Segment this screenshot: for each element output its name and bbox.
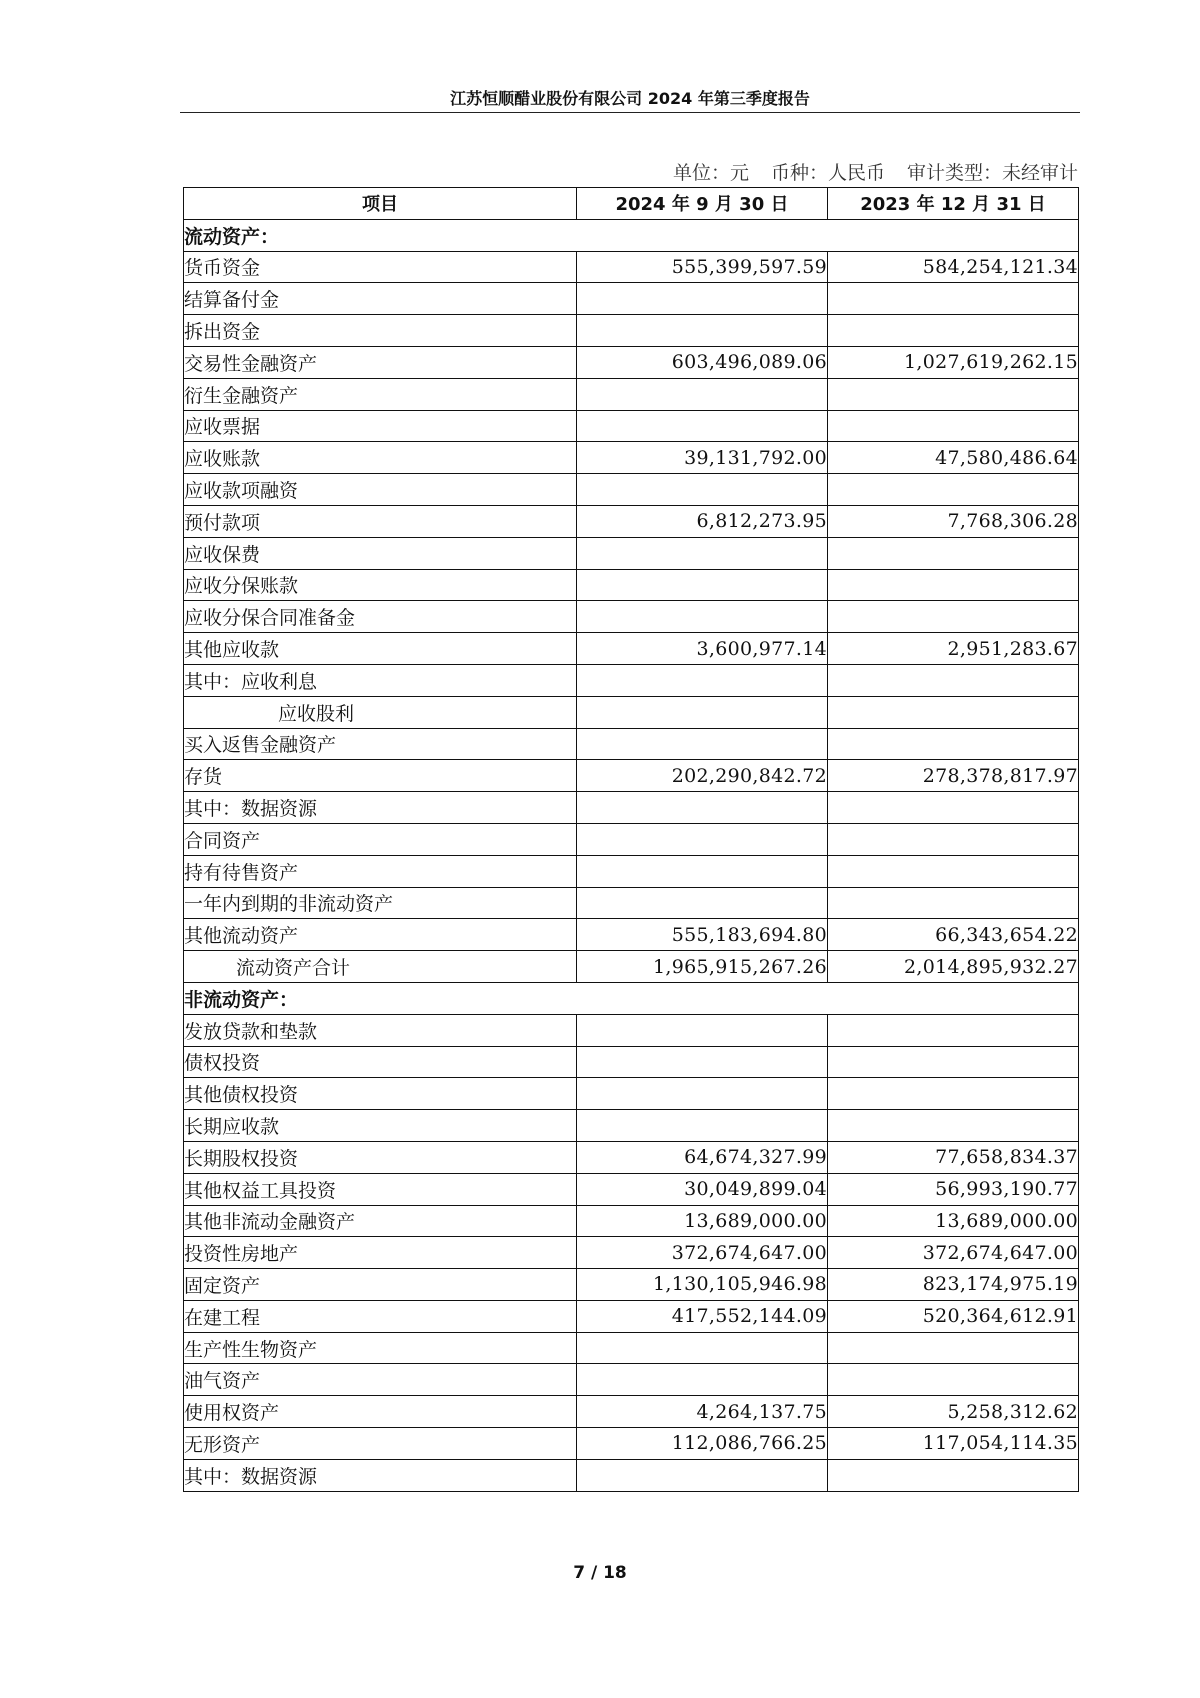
value-prior-period bbox=[828, 410, 1079, 442]
table-row bbox=[184, 696, 1079, 728]
value-prior-period bbox=[828, 283, 1079, 315]
value-current-period: 1,130,105,946.98 bbox=[577, 1269, 828, 1301]
value-current-period: 39,131,792.00 bbox=[577, 442, 828, 474]
row-label: 无形资产 bbox=[184, 1428, 577, 1460]
row-label: 预付款项 bbox=[184, 505, 577, 537]
value-prior-period bbox=[828, 1459, 1079, 1491]
table-row bbox=[184, 410, 1079, 442]
value-prior-period: 5,258,312.62 bbox=[828, 1396, 1079, 1428]
value-prior-period bbox=[828, 474, 1079, 506]
value-current-period: 6,812,273.95 bbox=[577, 505, 828, 537]
value-current-period: 4,264,137.75 bbox=[577, 1396, 828, 1428]
value-prior-period bbox=[828, 569, 1079, 601]
table-row bbox=[184, 855, 1079, 887]
table-row bbox=[184, 633, 1079, 665]
table-row bbox=[184, 1110, 1079, 1142]
table-row bbox=[184, 505, 1079, 537]
table-row bbox=[184, 601, 1079, 633]
column-header-current-period: 2024 年 9 月 30 日 bbox=[577, 188, 828, 220]
value-current-period bbox=[577, 664, 828, 696]
row-label: 存货 bbox=[184, 760, 577, 792]
table-header-row bbox=[184, 188, 1079, 220]
table-row bbox=[184, 919, 1079, 951]
row-label: 结算备付金 bbox=[184, 283, 577, 315]
table-row bbox=[184, 315, 1079, 347]
value-prior-period bbox=[828, 537, 1079, 569]
row-label: 拆出资金 bbox=[184, 315, 577, 347]
value-prior-period bbox=[828, 696, 1079, 728]
value-current-period: 417,552,144.09 bbox=[577, 1300, 828, 1332]
table-row bbox=[184, 951, 1079, 983]
table-meta bbox=[673, 158, 1078, 185]
value-current-period: 202,290,842.72 bbox=[577, 760, 828, 792]
row-label: 其中：数据资源 bbox=[184, 1459, 577, 1491]
row-label: 应收票据 bbox=[184, 410, 577, 442]
value-prior-period bbox=[828, 378, 1079, 410]
header-divider bbox=[180, 112, 1080, 113]
value-prior-period bbox=[828, 855, 1079, 887]
table-row bbox=[184, 1078, 1079, 1110]
row-label: 持有待售资产 bbox=[184, 855, 577, 887]
table-row bbox=[184, 1396, 1079, 1428]
row-label: 油气资产 bbox=[184, 1364, 577, 1396]
value-current-period: 372,674,647.00 bbox=[577, 1237, 828, 1269]
row-label: 固定资产 bbox=[184, 1269, 577, 1301]
value-current-period: 3,600,977.14 bbox=[577, 633, 828, 665]
value-prior-period bbox=[828, 887, 1079, 919]
value-prior-period: 66,343,654.22 bbox=[828, 919, 1079, 951]
value-current-period bbox=[577, 792, 828, 824]
row-label: 应收分保账款 bbox=[184, 569, 577, 601]
value-current-period bbox=[577, 315, 828, 347]
value-current-period bbox=[577, 728, 828, 760]
value-current-period bbox=[577, 569, 828, 601]
section-heading: 非流动资产： bbox=[184, 982, 1079, 1014]
table-row bbox=[184, 728, 1079, 760]
section-heading: 流动资产： bbox=[184, 219, 1079, 251]
report-header-title: 江苏恒顺醋业股份有限公司 2024 年第三季度报告 bbox=[450, 89, 810, 108]
section-row bbox=[184, 219, 1079, 251]
page-number: 7 / 18 bbox=[573, 1563, 627, 1583]
value-prior-period bbox=[828, 1110, 1079, 1142]
value-current-period bbox=[577, 1046, 828, 1078]
table-row bbox=[184, 1205, 1079, 1237]
value-prior-period bbox=[828, 315, 1079, 347]
value-prior-period: 47,580,486.64 bbox=[828, 442, 1079, 474]
table-row bbox=[184, 537, 1079, 569]
value-prior-period bbox=[828, 1046, 1079, 1078]
column-header-prior-period: 2023 年 12 月 31 日 bbox=[828, 188, 1079, 220]
row-label: 长期股权投资 bbox=[184, 1141, 577, 1173]
value-current-period: 555,399,597.59 bbox=[577, 251, 828, 283]
value-prior-period: 823,174,975.19 bbox=[828, 1269, 1079, 1301]
row-label: 其他债权投资 bbox=[184, 1078, 577, 1110]
value-current-period bbox=[577, 1459, 828, 1491]
value-current-period bbox=[577, 1110, 828, 1142]
value-prior-period: 2,014,895,932.27 bbox=[828, 951, 1079, 983]
value-prior-period: 13,689,000.00 bbox=[828, 1205, 1079, 1237]
row-label: 买入返售金融资产 bbox=[184, 728, 577, 760]
row-label: 货币资金 bbox=[184, 251, 577, 283]
row-label: 债权投资 bbox=[184, 1046, 577, 1078]
value-current-period bbox=[577, 474, 828, 506]
table-row bbox=[184, 1332, 1079, 1364]
value-current-period: 603,496,089.06 bbox=[577, 346, 828, 378]
value-prior-period: 117,054,114.35 bbox=[828, 1428, 1079, 1460]
value-prior-period: 278,378,817.97 bbox=[828, 760, 1079, 792]
unit-label: 单位：元 bbox=[672, 162, 749, 184]
value-current-period: 30,049,899.04 bbox=[577, 1173, 828, 1205]
row-label: 长期应收款 bbox=[184, 1110, 577, 1142]
value-prior-period: 2,951,283.67 bbox=[828, 633, 1079, 665]
row-label: 其他权益工具投资 bbox=[184, 1173, 577, 1205]
table-row bbox=[184, 346, 1079, 378]
row-label: 发放贷款和垫款 bbox=[184, 1014, 577, 1046]
value-prior-period bbox=[828, 823, 1079, 855]
table-row bbox=[184, 378, 1079, 410]
table-row bbox=[184, 474, 1079, 506]
value-prior-period: 56,993,190.77 bbox=[828, 1173, 1079, 1205]
value-prior-period bbox=[828, 792, 1079, 824]
value-current-period bbox=[577, 696, 828, 728]
value-prior-period bbox=[828, 601, 1079, 633]
currency-label: 币种：人民币 bbox=[770, 162, 885, 184]
table-row bbox=[184, 1141, 1079, 1173]
row-label: 其他非流动金融资产 bbox=[184, 1205, 577, 1237]
value-current-period: 64,674,327.99 bbox=[577, 1141, 828, 1173]
table-row bbox=[184, 1364, 1079, 1396]
value-prior-period: 7,768,306.28 bbox=[828, 505, 1079, 537]
value-current-period: 112,086,766.25 bbox=[577, 1428, 828, 1460]
table-row bbox=[184, 823, 1079, 855]
value-current-period: 555,183,694.80 bbox=[577, 919, 828, 951]
row-label: 合同资产 bbox=[184, 823, 577, 855]
row-label: 其他应收款 bbox=[184, 633, 577, 665]
row-label: 生产性生物资产 bbox=[184, 1332, 577, 1364]
table-row bbox=[184, 760, 1079, 792]
value-prior-period: 520,364,612.91 bbox=[828, 1300, 1079, 1332]
row-label: 其中：应收利息 bbox=[184, 664, 577, 696]
row-label: 使用权资产 bbox=[184, 1396, 577, 1428]
value-prior-period bbox=[828, 1014, 1079, 1046]
audit-type-label: 审计类型：未经审计 bbox=[906, 162, 1078, 184]
value-prior-period bbox=[828, 664, 1079, 696]
table-row bbox=[184, 1014, 1079, 1046]
row-label: 应收款项融资 bbox=[184, 474, 577, 506]
row-label: 应收分保合同准备金 bbox=[184, 601, 577, 633]
value-current-period bbox=[577, 1332, 828, 1364]
table-row bbox=[184, 664, 1079, 696]
value-prior-period bbox=[828, 728, 1079, 760]
value-prior-period: 584,254,121.34 bbox=[828, 251, 1079, 283]
row-label: 在建工程 bbox=[184, 1300, 577, 1332]
row-label: 应收股利 bbox=[184, 696, 577, 728]
value-current-period bbox=[577, 823, 828, 855]
row-label: 应收账款 bbox=[184, 442, 577, 474]
balance-sheet-table bbox=[183, 187, 1079, 1492]
row-label: 交易性金融资产 bbox=[184, 346, 577, 378]
table-row bbox=[184, 792, 1079, 824]
table-row bbox=[184, 1300, 1079, 1332]
value-prior-period bbox=[828, 1332, 1079, 1364]
table-row bbox=[184, 1173, 1079, 1205]
table-row bbox=[184, 1428, 1079, 1460]
table-row bbox=[184, 251, 1079, 283]
value-current-period bbox=[577, 601, 828, 633]
value-current-period bbox=[577, 410, 828, 442]
value-current-period bbox=[577, 887, 828, 919]
row-label: 投资性房地产 bbox=[184, 1237, 577, 1269]
row-label: 流动资产合计 bbox=[184, 951, 577, 983]
row-label: 其中：数据资源 bbox=[184, 792, 577, 824]
row-label: 其他流动资产 bbox=[184, 919, 577, 951]
table-row bbox=[184, 1459, 1079, 1491]
value-current-period bbox=[577, 537, 828, 569]
table-row bbox=[184, 887, 1079, 919]
value-current-period: 13,689,000.00 bbox=[577, 1205, 828, 1237]
value-prior-period: 77,658,834.37 bbox=[828, 1141, 1079, 1173]
table-row bbox=[184, 1046, 1079, 1078]
value-current-period bbox=[577, 1364, 828, 1396]
table-row bbox=[184, 569, 1079, 601]
value-prior-period bbox=[828, 1364, 1079, 1396]
value-current-period bbox=[577, 855, 828, 887]
value-current-period bbox=[577, 378, 828, 410]
value-current-period bbox=[577, 1078, 828, 1110]
value-current-period bbox=[577, 283, 828, 315]
column-header-item: 项目 bbox=[184, 188, 577, 220]
section-row bbox=[184, 982, 1079, 1014]
value-current-period: 1,965,915,267.26 bbox=[577, 951, 828, 983]
table-row bbox=[184, 1269, 1079, 1301]
table-row bbox=[184, 442, 1079, 474]
table-row bbox=[184, 283, 1079, 315]
table-row bbox=[184, 1237, 1079, 1269]
value-prior-period bbox=[828, 1078, 1079, 1110]
value-current-period bbox=[577, 1014, 828, 1046]
row-label: 衍生金融资产 bbox=[184, 378, 577, 410]
row-label: 应收保费 bbox=[184, 537, 577, 569]
value-prior-period: 372,674,647.00 bbox=[828, 1237, 1079, 1269]
row-label: 一年内到期的非流动资产 bbox=[184, 887, 577, 919]
value-prior-period: 1,027,619,262.15 bbox=[828, 346, 1079, 378]
